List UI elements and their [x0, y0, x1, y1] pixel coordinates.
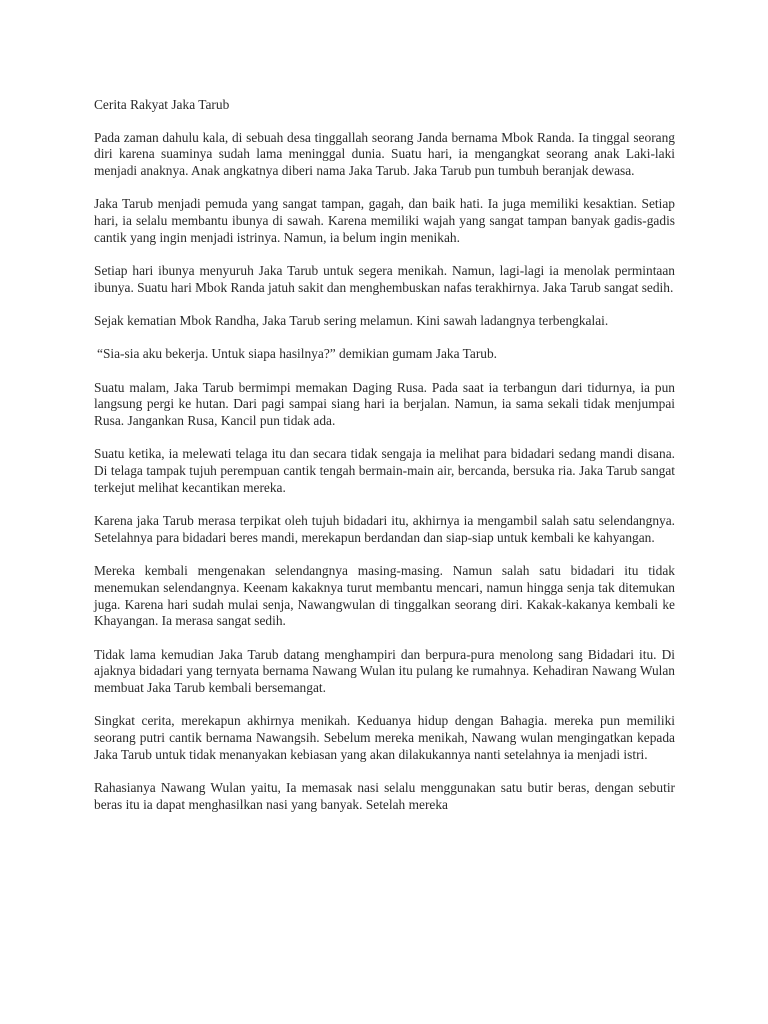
paragraph-7: Suatu ketika, ia melewati telaga itu dan secara tidak sengaja ia melihat para bidadari sedang mandi disana. Di telaga tampak tujuh perempuan cantik tengah bermain-main air, bercanda, bersuka ria. Jaka Tarub sangat terkejut melihat kecantikan mereka.: [94, 446, 675, 495]
paragraph-8: Karena jaka Tarub merasa terpikat oleh tujuh bidadari itu, akhirnya ia mengambil salah satu selendangnya. Setelahnya para bidadari beres mandi, merekapun berdandan dan siap-siap untuk kembali ke kahyangan.: [94, 513, 675, 545]
paragraph-3: Setiap hari ibunya menyuruh Jaka Tarub untuk segera menikah. Namun, lagi-lagi ia menolak permintaan ibunya. Suatu hari Mbok Randa jatuh sakit dan menghembuskan nafas terakhirnya. Jaka Tarub sangat sedih.: [94, 263, 675, 295]
paragraph-12: Rahasianya Nawang Wulan yaitu, Ia memasak nasi selalu menggunakan satu butir beras, dengan sebutir beras itu ia dapat menghasilkan nasi yang banyak. Setelah mereka: [94, 779, 675, 812]
paragraph-2: Jaka Tarub menjadi pemuda yang sangat tampan, gagah, dan baik hati. Ia juga memiliki kesaktian. Setiap hari, ia selalu membantu ibunya di sawah. Karena memiliki wajah yang sangat tampan banyak gadis-gadis cantik yang ingin menjadi istrinya. Namun, ia belum ingin menikah.: [94, 196, 675, 245]
paragraph-11: Singkat cerita, merekapun akhirnya menikah. Keduanya hidup dengan Bahagia. mereka pun memiliki seorang putri cantik bernama Nawangsih. Sebelum mereka menikah, Nawang wulan mengingatkan kepada Jaka Tarub untuk tidak menanyakan kebiasan yang akan dilakukannya nanti setelahnya ia menjadi istri.: [94, 713, 675, 762]
paragraph-4: Sejak kematian Mbok Randha, Jaka Tarub sering melamun. Kini sawah ladangnya terbengkalai.: [94, 313, 609, 329]
document-body: [94, 97, 675, 830]
paragraph-10: Tidak lama kemudian Jaka Tarub datang menghampiri dan berpura-pura menolong sang Bidadari itu. Di ajaknya bidadari yang ternyata bernama Nawang Wulan itu pulang ke rumahnya. Kehadiran Nawang Wulan membuat Jaka Tarub kembali bersemangat.: [94, 646, 675, 695]
document-title: Cerita Rakyat Jaka Tarub: [94, 97, 230, 112]
paragraph-9: Mereka kembali mengenakan selendangnya masing-masing. Namun salah satu bidadari itu tidak menemukan selendangnya. Keenam kakaknya turut membantu mencari, namun hingga senja tak ditemukan juga. Karena hari sudah mulai senja, Nawangwulan di tinggalkan seorang diri. Kakak-kakanya kembali ke Khayangan. Ia merasa sangat sedih.: [94, 563, 675, 629]
paragraph-5-quote: “Sia-sia aku bekerja. Untuk siapa hasilnya?” demikian gumam Jaka Tarub.: [97, 346, 498, 362]
paragraph-1: Pada zaman dahulu kala, di sebuah desa tinggallah seorang Janda bernama Mbok Randa. Ia tinggal seorang diri karena suaminya sudah lama meninggal dunia. Suatu hari, ia mengangkat seorang anak Laki-laki menjadi anaknya. Anak angkatnya diberi nama Jaka Tarub. Jaka Tarub pun tumbuh beranjak dewasa.: [94, 129, 675, 179]
paragraph-6: Suatu malam, Jaka Tarub bermimpi memakan Daging Rusa. Pada saat ia terbangun dari tidurnya, ia pun langsung pergi ke hutan. Dari pagi sampai siang hari ia berjalan. Namun, ia sama sekali tidak menjumpai Rusa. Jangankan Rusa, Kancil pun tidak ada.: [94, 379, 675, 429]
